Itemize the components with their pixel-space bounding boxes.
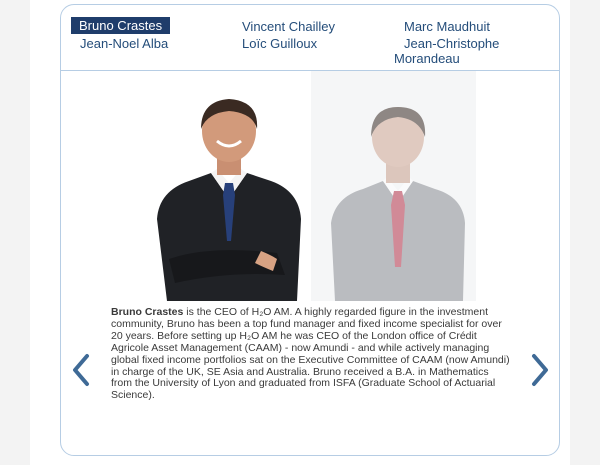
bio-description: is the CEO of H₂O AM. A highly regarded figure in the investment community, Bruno has been a top fund manager and fixed income specialist for over 20 years. Before setting up H₂O AM he was CEO of the London office of Crédit Agricole Asset Management (CAAM) - now Amundi - and while actively managing global fixed income portfolios sat on the Executive Committee of CAAM (now Amundi) in charge of the UK, SE Asia and Australia. Bruno received a B.A. in Mathematics from the University of Lyon and graduated from ISFA (Graduate School of Actuarial Science). (111, 306, 510, 402)
tab-vincent-chailley[interactable]: Vincent Chailley (242, 19, 335, 34)
photo-area (61, 71, 559, 301)
tab-loic-guilloux[interactable]: Loïc Guilloux (242, 36, 318, 51)
tab-jean-christophe-morandeau[interactable]: Jean-Christophe Morandeau (394, 36, 500, 66)
chevron-right-icon[interactable] (528, 350, 552, 390)
bio-name: Bruno Crastes (111, 306, 184, 318)
portrait-photo-next (323, 107, 473, 301)
team-tabs (61, 5, 559, 71)
tab-bruno-crastes[interactable]: Bruno Crastes (71, 17, 170, 34)
tab-marc-maudhuit[interactable]: Marc Maudhuit (404, 19, 490, 34)
chevron-left-icon[interactable] (69, 350, 93, 390)
bio-text (111, 307, 511, 402)
portrait-photo-main (149, 99, 309, 301)
tab-jean-noel-alba[interactable]: Jean-Noel Alba (80, 36, 169, 51)
team-carousel-card (60, 4, 560, 456)
